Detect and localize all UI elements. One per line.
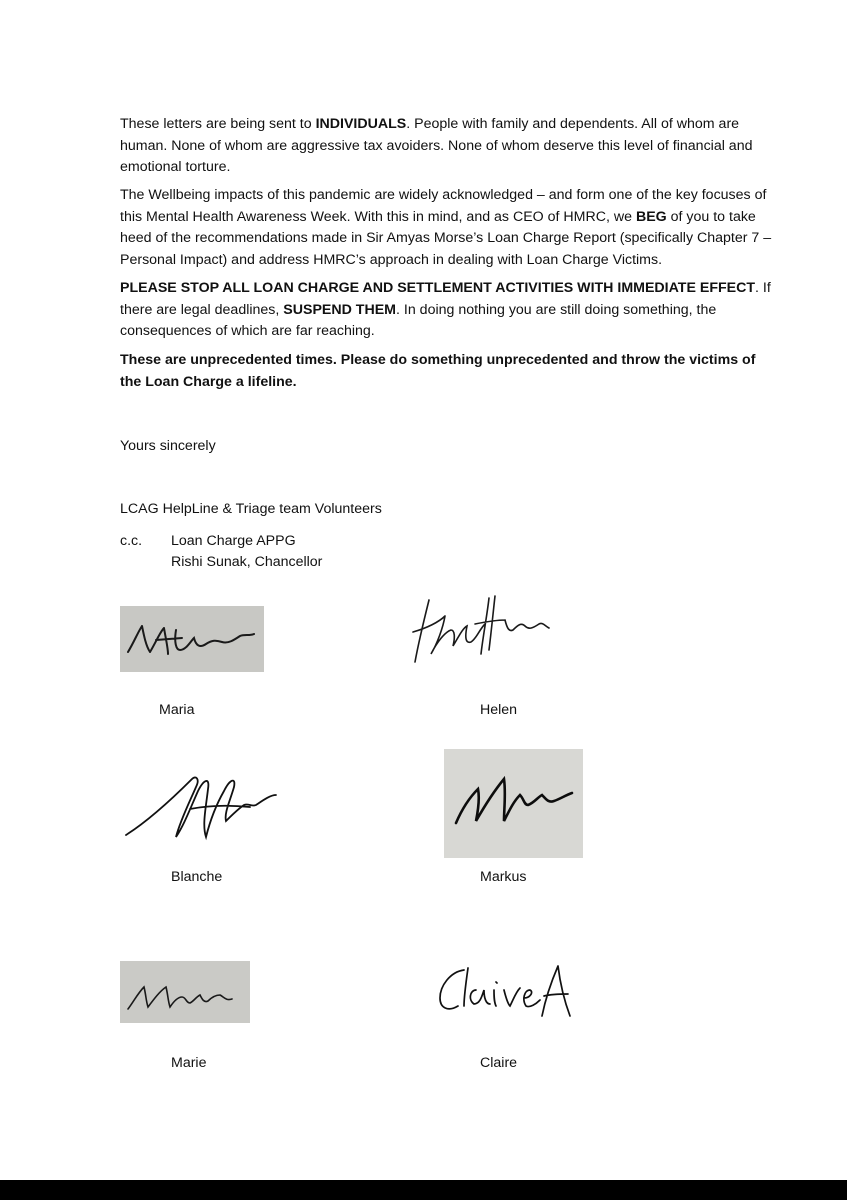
p2-text-a: The Wellbeing impacts of this pandemic are widely acknowledged – and form one of the key focuses of this Mental Health Awareness Week. With this in mind, and as CEO of HMRC, we bbox=[120, 187, 767, 225]
signature-blanche-mark bbox=[120, 765, 280, 855]
signature-marie-mark bbox=[120, 961, 250, 1023]
p2-bold-beg: BEG bbox=[635, 208, 667, 225]
signature-name-blanche: Blanche bbox=[171, 869, 223, 886]
signature-maria bbox=[120, 606, 264, 672]
paragraph-individuals bbox=[120, 114, 780, 179]
signature-claire bbox=[434, 960, 574, 1026]
signature-name-maria: Maria bbox=[159, 702, 195, 719]
p3-text-b: . If there are legal deadlines, bbox=[120, 280, 771, 318]
paragraph-stop-activities bbox=[120, 278, 780, 343]
closing: Yours sincerely bbox=[120, 438, 216, 454]
signature-blanche bbox=[120, 765, 280, 855]
p1-text-c: . People with family and dependents. All of whom are human. None of whom are aggressive tax avoiders. None of whom deserve this level of financial and emotional torture. bbox=[120, 116, 753, 175]
p3-bold-suspend: SUSPEND THEM bbox=[283, 301, 397, 318]
p1-bold-individuals: INDIVIDUALS bbox=[315, 116, 407, 132]
paragraph-wellbeing bbox=[120, 185, 780, 271]
signature-name-claire: Claire bbox=[480, 1055, 518, 1072]
signature-claire-mark bbox=[434, 960, 574, 1026]
p1-text-a: These letters are being sent to bbox=[120, 116, 316, 132]
signature-name-helen: Helen bbox=[480, 702, 518, 719]
cc-recipient-appg: Loan Charge APPG bbox=[171, 533, 296, 549]
p3-text-d: . In doing nothing you are still doing something, the consequences of which are far reaching. bbox=[120, 301, 717, 339]
signature-markus-mark bbox=[444, 749, 583, 858]
signature-markus bbox=[444, 749, 583, 858]
signature-helen-mark bbox=[405, 592, 555, 672]
signature-name-markus: Markus bbox=[480, 869, 527, 886]
p3-bold-stop: PLEASE STOP ALL LOAN CHARGE AND SETTLEMENT ACTIVITIES WITH IMMEDIATE EFFECT bbox=[120, 280, 756, 296]
paragraph-unprecedented: These are unprecedented times. Please do something unprecedented and throw the victims of the Loan Charge a lifeline. bbox=[120, 352, 756, 390]
bottom-bar bbox=[0, 1180, 847, 1200]
signature-maria-mark bbox=[120, 606, 264, 672]
cc-recipient-chancellor: Rishi Sunak, Chancellor bbox=[171, 554, 323, 570]
signature-marie bbox=[120, 961, 250, 1023]
top-margin bbox=[0, 0, 847, 20]
letter-page bbox=[0, 20, 847, 1180]
sender-line: LCAG HelpLine & Triage team Volunteers bbox=[120, 501, 382, 517]
p2-text-c: of you to take heed of the recommendations made in Sir Amyas Morse’s Loan Charge Report (specifically Chapter 7 – Personal Impact) and address HMRC’s approach in dealing with Loan Charge Victims. bbox=[120, 208, 772, 268]
cc-label: c.c. bbox=[120, 533, 143, 549]
signature-name-marie: Marie bbox=[171, 1055, 207, 1072]
signature-helen bbox=[405, 592, 555, 672]
